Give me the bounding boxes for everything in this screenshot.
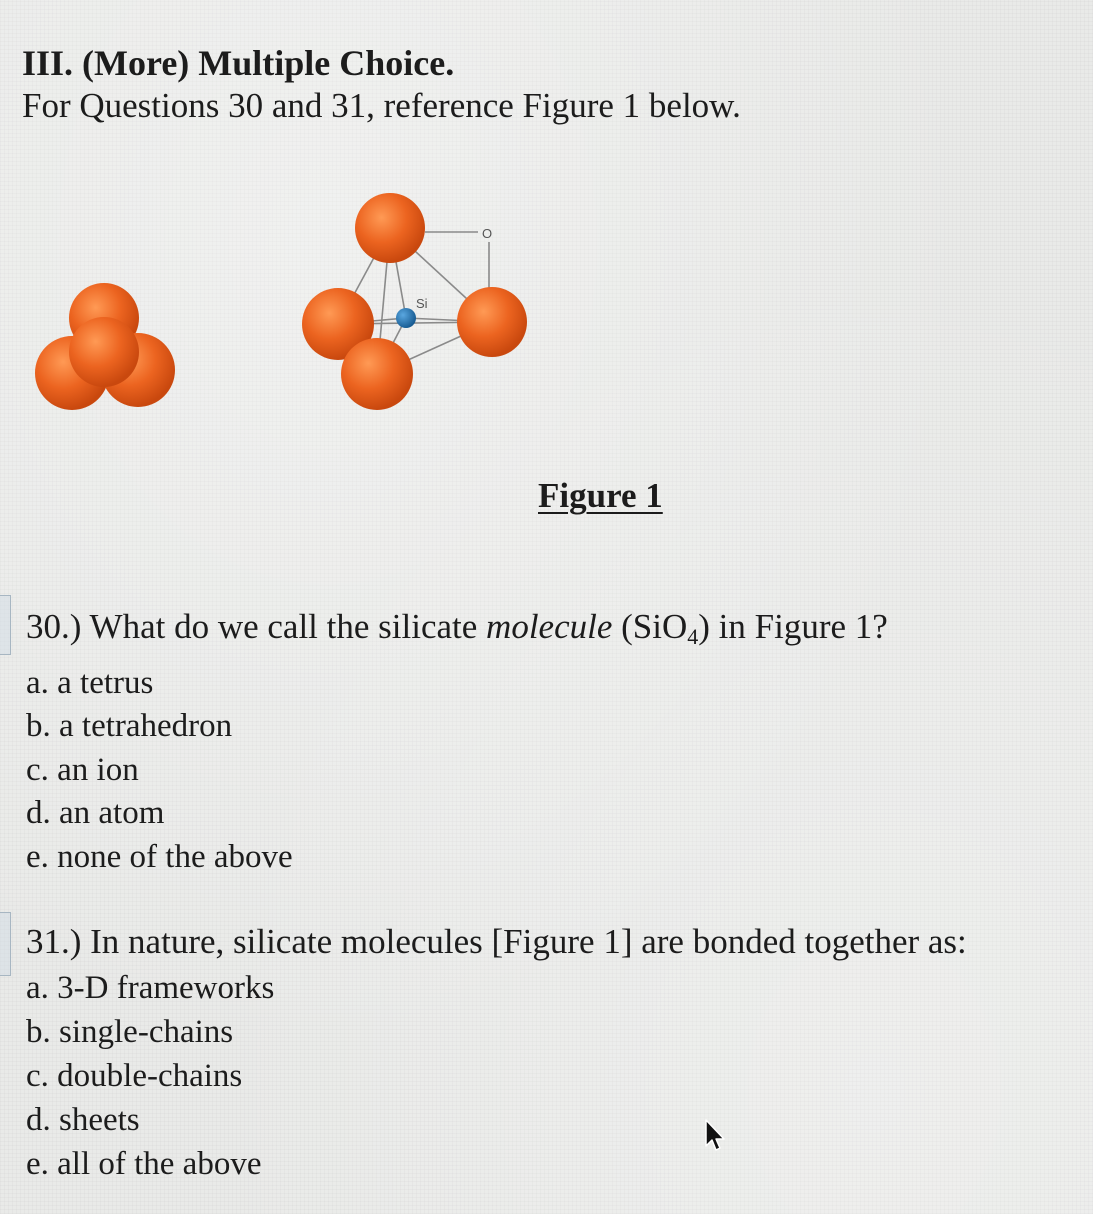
space-filling-model [35, 283, 175, 410]
question-emphasis: molecule [486, 607, 613, 646]
oxygen-atom [341, 338, 413, 410]
formula: (SiO$_4$) [621, 607, 710, 649]
oxygen-atom [457, 287, 527, 357]
question-text-end: in Figure 1? [718, 607, 888, 646]
question-31 [26, 922, 967, 962]
mouse-cursor-icon [704, 1118, 730, 1154]
question-number: 30.) [26, 607, 82, 646]
q30-option-b: b. a tetrahedron [26, 708, 233, 744]
figure-1-illustration [0, 0, 1093, 470]
q31-option-b: b. single-chains [26, 1014, 234, 1050]
q31-option-e: e. all of the above [26, 1146, 262, 1182]
q30-option-e: e. none of the above [26, 839, 293, 875]
section-heading: III. (More) Multiple Choice. [22, 43, 455, 83]
question-text: What do we call the silicate [89, 607, 478, 646]
q30-option-d: d. an atom [26, 795, 165, 831]
question-30 [26, 607, 888, 650]
ball-and-stick-model [302, 193, 527, 410]
q31-option-d: d. sheets [26, 1102, 140, 1138]
silicon-label: Si [416, 296, 428, 311]
oxygen-label: O [482, 226, 493, 241]
silicon-atom [396, 308, 416, 328]
oxygen-atom [355, 193, 425, 263]
q31-option-a: a. 3-D frameworks [26, 970, 275, 1006]
figure-caption: Figure 1 [538, 476, 663, 515]
question-marker [0, 912, 11, 976]
section-instruction: For Questions 30 and 31, reference Figure 1 below. [22, 86, 741, 125]
question-text: In nature, silicate molecules [Figure 1] are bonded together as: [90, 922, 967, 961]
question-number: 31.) [26, 922, 82, 961]
q31-option-c: c. double-chains [26, 1058, 243, 1094]
q30-option-c: c. an ion [26, 752, 139, 788]
oxygen-atom [69, 317, 139, 387]
q30-option-a: a. a tetrus [26, 665, 154, 701]
question-marker [0, 595, 11, 655]
